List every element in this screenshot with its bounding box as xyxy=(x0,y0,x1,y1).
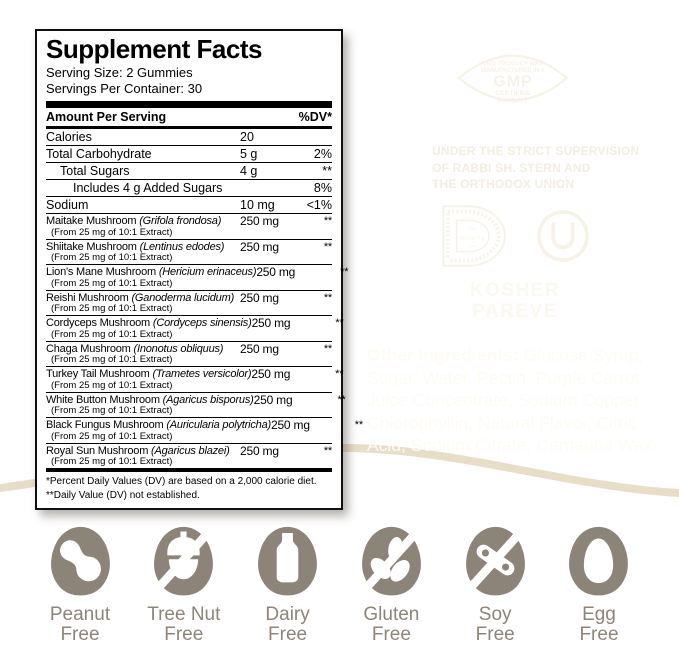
allergen-item-gluten xyxy=(341,520,441,645)
table-header-row xyxy=(46,108,332,126)
allergen-item-soy xyxy=(445,520,545,645)
mushroom-amount: 250 mg xyxy=(240,443,279,458)
serving-size-text: Serving Size: 2 Gummies xyxy=(46,64,193,80)
gmp-certified: CERTIFIED xyxy=(495,89,531,97)
nutrient-amount: 10 mg xyxy=(240,198,275,213)
other-ingredients-label: Other Ingredients: xyxy=(367,345,519,365)
mushroom-name: Shiitake Mushroom (Lentinus edodes) xyxy=(46,240,225,253)
mushroom-amount: 250 mg xyxy=(240,341,279,356)
mushroom-amount: 250 mg xyxy=(251,367,291,382)
mushroom-species: (Grifola frondosa) xyxy=(139,215,222,228)
mushroom-extract-note: (From 25 mg of 10:1 Extract) xyxy=(51,303,173,315)
gluten-icon xyxy=(353,520,430,600)
mushroom-row xyxy=(46,367,344,393)
mushroom-name: Chaga Mushroom (Inonotus obliquus) xyxy=(46,342,224,355)
allergen-label-line1: Egg xyxy=(582,604,616,625)
allergen-label-line2: Free xyxy=(164,624,204,645)
nutrient-amount: 5 g xyxy=(240,147,258,162)
nutrient-name: Total Sugars xyxy=(60,164,130,179)
mushroom-row xyxy=(46,418,363,444)
allergen-label xyxy=(579,605,618,645)
allergen-row xyxy=(0,514,679,645)
nutrient-dv: ** xyxy=(322,164,332,179)
mushroom-rows xyxy=(46,214,363,469)
allergen-label-line1: Tree Nut xyxy=(147,604,221,625)
egg-icon xyxy=(560,520,637,600)
nutrient-row xyxy=(46,129,332,146)
mushroom-row xyxy=(46,342,332,368)
kosher-badge-squiggle-top: ~ xyxy=(468,224,477,235)
other-ingredients-text: Glucose Syrup, Sugar, Water, Pectin, Purple Carrot Juice Concentrate, Sodium Copper Chlorophyllin, Natural Flavor, Citric Acid, Sodium Citrate, Carnauba Wax. xyxy=(367,345,658,455)
nutrient-name: Includes 4 g Added Sugars xyxy=(73,181,223,196)
kosher-symbols xyxy=(433,202,591,270)
nutrient-dv: <1% xyxy=(306,198,332,213)
mushroom-species: (Inonotus obliquus) xyxy=(133,342,224,355)
mushroom-extract-note: (From 25 mg of 10:1 Extract) xyxy=(51,405,173,417)
mushroom-name: White Button Mushroom (Agaricus bisporus) xyxy=(46,393,254,406)
supervision-text xyxy=(432,143,672,193)
mushroom-extract-note: (From 25 mg of 10:1 Extract) xyxy=(51,456,173,468)
allergen-label-line2: Free xyxy=(268,624,308,645)
mushroom-species: (Trametes versicolor) xyxy=(152,368,252,381)
mushroom-extract-note: (From 25 mg of 10:1 Extract) xyxy=(51,252,173,264)
mushroom-amount: 250 mg xyxy=(251,316,291,331)
mushroom-amount: 250 mg xyxy=(253,392,293,407)
mushroom-dv: ** xyxy=(323,291,332,304)
mushroom-dv: ** xyxy=(335,317,344,330)
allergen-item-tree-nut xyxy=(134,520,234,645)
nutrient-amount: 20 xyxy=(240,130,254,145)
mushroom-row xyxy=(46,392,346,419)
mushroom-name: Maitake Mushroom (Grifola frondosa) xyxy=(46,215,222,228)
nutrient-rows xyxy=(46,129,332,214)
mushroom-dv: ** xyxy=(323,215,332,228)
gmp-facility: FACILITY xyxy=(498,97,528,105)
mushroom-extract-note: (From 25 mg of 10:1 Extract) xyxy=(51,354,173,366)
allergen-label-line1: Peanut xyxy=(49,604,111,625)
ou-circle xyxy=(539,212,587,260)
allergen-label-line1: Dairy xyxy=(265,604,310,625)
footnote-percent-dv: *Percent Daily Values (DV) are based on a 2,000 calorie diet. xyxy=(46,476,317,488)
mushroom-name: Royal Sun Mushroom (Agaricus blazei) xyxy=(46,444,230,457)
gmp-certified-badge-icon xyxy=(455,40,571,116)
mushroom-extract-note: (From 25 mg of 10:1 Extract) xyxy=(51,328,173,340)
supplement-facts-panel xyxy=(35,29,363,510)
mushroom-row xyxy=(46,214,332,240)
allergen-label-line2: Free xyxy=(579,624,619,645)
servings-per-container-text: Servings Per Container: 30 xyxy=(46,80,203,96)
mushroom-dv: ** xyxy=(323,240,332,253)
mushroom-row xyxy=(46,240,332,266)
nutrient-dv xyxy=(300,130,332,145)
gmp-line1: THIS PRODUCT WAS xyxy=(482,61,544,68)
nutrient-dv: 8% xyxy=(313,181,332,196)
mushroom-dv: ** xyxy=(337,393,346,406)
gmp-line2: MANUFACTURED IN A xyxy=(481,68,545,75)
nutrient-name: Sodium xyxy=(46,198,89,213)
mushroom-row xyxy=(46,316,344,342)
mushroom-name: Cordyceps Mushroom (Cordyceps sinensis) xyxy=(46,317,252,330)
allergen-label-line2: Free xyxy=(371,624,411,645)
supervision-line1: UNDER THE STRICT SUPERVISION xyxy=(432,144,640,158)
allergen-label-line1: Gluten xyxy=(363,604,420,625)
peanut-icon xyxy=(42,520,119,600)
mushroom-extract-note: (From 25 mg of 10:1 Extract) xyxy=(51,430,173,442)
allergen-item-egg xyxy=(549,520,649,645)
soy-icon xyxy=(457,520,534,600)
mushroom-extract-note: (From 25 mg of 10:1 Extract) xyxy=(51,277,173,289)
mushroom-dv: ** xyxy=(340,266,349,279)
allergen-label xyxy=(476,605,515,645)
mushroom-row xyxy=(46,291,332,317)
kosher-label-line1: KOSHER xyxy=(469,280,561,301)
nutrient-name: Calories xyxy=(46,130,92,145)
thick-divider xyxy=(46,101,332,108)
panel-title: Supplement Facts xyxy=(46,34,262,64)
mushroom-dv: ** xyxy=(354,419,363,432)
ou-letter-u xyxy=(553,222,572,247)
amount-per-serving-label: Amount Per Serving xyxy=(46,109,167,124)
kosher-badge-center-text: בהשגחת xyxy=(460,233,485,242)
allergen-label xyxy=(147,605,220,645)
mushroom-species: (Cordyceps sinensis) xyxy=(152,317,252,330)
nutrient-dv: 2% xyxy=(313,147,332,162)
footnote-dv-not-established: **Daily Value (DV) not established. xyxy=(46,489,200,501)
mushroom-row xyxy=(46,444,332,470)
mushroom-extract-note: (From 25 mg of 10:1 Extract) xyxy=(51,226,173,238)
mushroom-species: (Ganoderma lucidum) xyxy=(131,291,235,304)
allergen-label-line2: Free xyxy=(475,624,515,645)
kosher-hebrew-badge-icon xyxy=(433,202,510,270)
allergen-label xyxy=(265,605,309,645)
tree-nut-icon xyxy=(145,520,222,600)
allergen-label xyxy=(363,605,419,645)
other-ingredients-paragraph xyxy=(367,344,671,457)
footnotes xyxy=(46,472,332,502)
mushroom-amount: 250 mg xyxy=(270,418,310,433)
kosher-badge-squiggle-bottom: ~ xyxy=(468,242,477,253)
mushroom-name: Turkey Tail Mushroom (Trametes versicolor) xyxy=(46,368,252,381)
allergen-label-line1: Soy xyxy=(478,604,512,625)
kosher-pareve-label xyxy=(433,280,597,322)
nutrient-row xyxy=(46,163,332,180)
mushroom-extract-note: (From 25 mg of 10:1 Extract) xyxy=(51,379,173,391)
supervision-line2: OF RABBI SH. STERN AND xyxy=(432,160,591,175)
mushroom-species: (Hericium erinaceus) xyxy=(158,266,257,279)
orthodox-union-icon xyxy=(535,208,591,264)
mushroom-species: (Auricularia polytricha) xyxy=(166,419,271,432)
nutrient-amount: 4 g xyxy=(240,164,258,179)
mushroom-amount: 250 mg xyxy=(240,214,279,229)
allergen-item-peanut xyxy=(30,520,130,645)
nutrient-row xyxy=(46,146,332,163)
dairy-icon xyxy=(249,520,326,600)
mushroom-amount: 250 mg xyxy=(240,239,279,254)
mushroom-name: Lion's Mane Mushroom (Hericium erinaceus) xyxy=(46,266,257,279)
mushroom-amount: 250 mg xyxy=(240,290,279,305)
mushroom-species: (Lentinus edodes) xyxy=(139,240,225,253)
percent-dv-label: %DV* xyxy=(298,109,332,124)
supervision-line3: THE ORTHODOX UNION xyxy=(432,177,575,191)
gmp-big-text: GMP xyxy=(493,73,533,91)
mushroom-name: Reishi Mushroom (Ganoderma lucidum) xyxy=(46,291,235,304)
allergen-item-dairy xyxy=(238,520,338,645)
mushroom-species: (Agaricus bisporus) xyxy=(162,393,254,406)
mushroom-species: (Agaricus blazei) xyxy=(151,444,230,457)
nutrient-row xyxy=(46,197,332,214)
mushroom-dv: ** xyxy=(323,342,332,355)
nutrient-name: Total Carbohydrate xyxy=(46,147,152,162)
allergen-label xyxy=(50,605,110,645)
mushroom-name: Black Fungus Mushroom (Auricularia polytricha) xyxy=(46,419,271,432)
mushroom-dv: ** xyxy=(335,368,344,381)
mushroom-row xyxy=(46,265,349,291)
nutrient-amount xyxy=(240,181,300,196)
mushroom-amount: 250 mg xyxy=(256,265,296,280)
mushroom-dv: ** xyxy=(323,444,332,457)
nutrient-row xyxy=(46,180,332,197)
kosher-label-line2: PAREVE xyxy=(472,301,558,322)
allergen-label-line2: Free xyxy=(60,624,100,645)
